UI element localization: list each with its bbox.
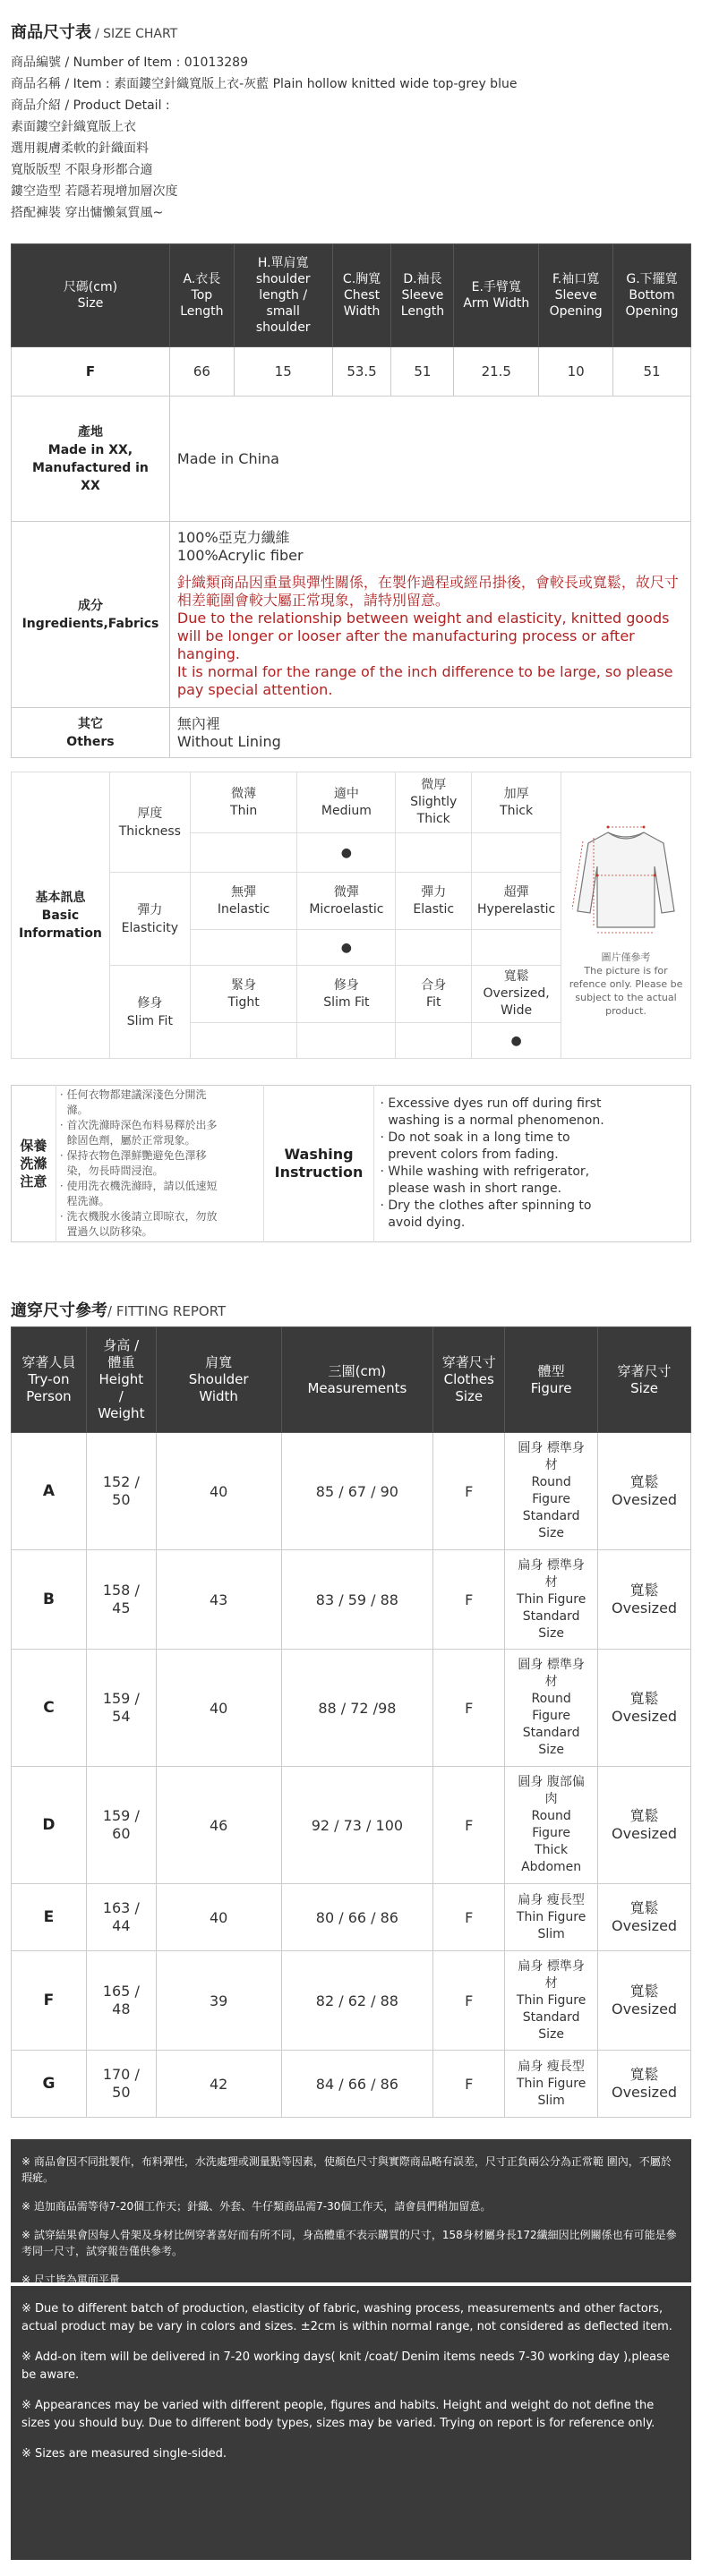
washing-label: 保養 洗滌 注意 bbox=[12, 1086, 56, 1242]
page-title: 商品尺寸表 / SIZE CHART bbox=[11, 23, 178, 42]
ingredients-row bbox=[12, 522, 691, 708]
size-cell: 15 bbox=[234, 347, 332, 397]
figure-cell: 扁身 標準身 材 Thin Figure Standard Size bbox=[505, 1951, 598, 2051]
figure-cell: 扁身 標準身 材 Thin Figure Standard Size bbox=[505, 1550, 598, 1650]
elasticity-option: 無彈 Inelastic bbox=[190, 873, 297, 930]
knit-disclaimer: 針織類商品因重量與彈性關係，在製作過程或經吊掛後，會較長或寬鬆，故尺寸相差範圍會較大屬正常現象，請特別留意。 Due to the relationship between weight and elasticity, knitted goods will be longer or looser after the manufacturing process or after hanging. It is normal for the range of the inch difference to be large, so please pay special attention. bbox=[176, 574, 679, 698]
detail-title: 商品介紹 / Product Detail : bbox=[11, 98, 170, 113]
col-header-arm-width: E.手臂寬 Arm Width bbox=[454, 244, 539, 347]
measurements-cell: 88 / 72 /98 bbox=[281, 1650, 433, 1767]
fit-option: 合身 Fit bbox=[396, 966, 472, 1023]
others-row bbox=[12, 708, 691, 758]
person-cell: D bbox=[12, 1767, 87, 1884]
fit-size-cell: 寬鬆 Ovesized bbox=[598, 1650, 691, 1767]
person-cell: C bbox=[12, 1650, 87, 1767]
thickness-option: 微薄 Thin bbox=[190, 772, 297, 833]
col-header-person: 穿著人員 Try-on Person bbox=[12, 1327, 87, 1433]
col-header-measurements: 三圍(cm) Measurements bbox=[281, 1327, 433, 1433]
height-weight-cell: 159 / 60 bbox=[86, 1767, 156, 1884]
size-table-header-row bbox=[12, 244, 691, 347]
shoulder-cell: 46 bbox=[156, 1767, 281, 1884]
table-row bbox=[12, 1951, 691, 2051]
sweater-diagram-icon bbox=[572, 813, 680, 947]
measurements-cell: 84 / 66 / 86 bbox=[281, 2051, 433, 2118]
size-cell: F bbox=[12, 347, 170, 397]
washing-tips-en: · Excessive dyes run off during first washing is a normal phenomenon. · Do not soak in a long time to prevent colors from fading. · While washing with refrigerator, please wash in short range. · Dry the clothes after spinning to avoid dying. bbox=[380, 1096, 604, 1230]
fit-size-cell: 寬鬆 Ovesized bbox=[598, 1951, 691, 2051]
col-header-shoulder-width: 肩寬 Shoulder Width bbox=[156, 1327, 281, 1433]
detail-line: 素面鏤空針織寬版上衣 bbox=[11, 120, 136, 134]
size-table bbox=[11, 243, 691, 758]
fit-size-cell: 寬鬆 Ovesized bbox=[598, 1433, 691, 1550]
mark-cell bbox=[190, 833, 297, 873]
clothes-size-cell: F bbox=[433, 2051, 505, 2118]
slim-fit-label: 修身 Slim Fit bbox=[109, 966, 190, 1059]
picture-note: 圖片僅參考 The picture is for refence only. Please be subject to the actual product. bbox=[569, 951, 683, 1017]
mark-cell bbox=[190, 930, 297, 966]
shoulder-cell: 40 bbox=[156, 1884, 281, 1951]
shoulder-cell: 40 bbox=[156, 1650, 281, 1767]
figure-cell: 扁身 瘦長型 Thin Figure Slim bbox=[505, 2051, 598, 2118]
thickness-option: 適中 Medium bbox=[297, 772, 396, 833]
person-cell: E bbox=[12, 1884, 87, 1951]
washing-title: Washing Instruction bbox=[263, 1086, 374, 1242]
origin-value: Made in China bbox=[169, 397, 690, 522]
person-cell: A bbox=[12, 1433, 87, 1550]
note-zh: ※ 商品會因不同批製作，布料彈性，水洗處理或測量點等因素，使顏色尺寸與實際商品略有誤差，尺寸正負兩公分為正常範 圍內，不屬於瑕疵。 bbox=[21, 2155, 672, 2184]
table-row bbox=[12, 1884, 691, 1951]
shoulder-cell: 42 bbox=[156, 2051, 281, 2118]
col-header-figure: 體型 Figure bbox=[505, 1327, 598, 1433]
fit-size-cell: 寬鬆 Ovesized bbox=[598, 1550, 691, 1650]
fit-option: 修身 Slim Fit bbox=[297, 966, 396, 1023]
origin-row bbox=[12, 397, 691, 522]
measurements-cell: 85 / 67 / 90 bbox=[281, 1433, 433, 1550]
origin-label: 產地 Made in XX, Manufactured in XX bbox=[12, 397, 170, 522]
shoulder-cell: 39 bbox=[156, 1951, 281, 2051]
size-cell: 51 bbox=[391, 347, 454, 397]
figure-cell: 圓身 腹部偏 肉 Round Figure Thick Abdomen bbox=[505, 1767, 598, 1884]
mark-cell bbox=[190, 1023, 297, 1059]
table-row bbox=[12, 1550, 691, 1650]
person-cell: G bbox=[12, 2051, 87, 2118]
col-header-top-length: A.衣長 Top Length bbox=[169, 244, 234, 347]
notes-en bbox=[11, 2286, 691, 2560]
note-zh: ※ 試穿結果會因每人骨架及身材比例穿著喜好而有所不同，身高體重不表示購買的尺寸，158身材屬身長172纖細因比例關係也有可能是參考同一尺寸，試穿報告僅供參考。 bbox=[21, 2229, 677, 2257]
figure-cell: 圓身 標準身 材 Round Figure Standard Size bbox=[505, 1650, 598, 1767]
height-weight-cell: 152 / 50 bbox=[86, 1433, 156, 1550]
selected-dot-icon: ● bbox=[297, 833, 396, 873]
elasticity-label: 彈力 Elasticity bbox=[109, 873, 190, 966]
height-weight-cell: 158 / 45 bbox=[86, 1550, 156, 1650]
note-en: ※ Sizes are measured single-sided. bbox=[21, 2447, 227, 2461]
note-zh: ※ 尺寸皆為單面平量 bbox=[21, 2273, 120, 2286]
col-header-sleeve-length: D.袖長 Sleeve Length bbox=[391, 244, 454, 347]
clothes-size-cell: F bbox=[433, 1650, 505, 1767]
col-header-clothes-size: 穿著尺寸 Clothes Size bbox=[433, 1327, 505, 1433]
size-chart-header bbox=[11, 20, 691, 43]
fitting-report-title: 適穿尺寸參考/ FITTING REPORT bbox=[11, 1301, 227, 1320]
note-en: ※ Due to different batch of production, elasticity of fabric, washing process, measurements and other factors, actual product may be vary in colors and sizes. ±2cm is within normal range, not considered as deflected item. bbox=[21, 2302, 672, 2333]
size-cell: 10 bbox=[539, 347, 613, 397]
detail-line: 鏤空造型 若隱若現增加層次度 bbox=[11, 184, 178, 199]
height-weight-cell: 163 / 44 bbox=[86, 1884, 156, 1951]
thickness-label: 厚度 Thickness bbox=[109, 772, 190, 873]
thickness-options bbox=[12, 772, 691, 833]
fit-option: 緊身 Tight bbox=[190, 966, 297, 1023]
ingredients-cell bbox=[169, 522, 690, 708]
detail-line: 選用親膚柔軟的針織面料 bbox=[11, 141, 149, 156]
size-row-f bbox=[12, 347, 691, 397]
item-number: 商品編號 / Number of Item : 01013289 bbox=[11, 55, 248, 70]
washing-table bbox=[11, 1085, 691, 1242]
fit-size-cell: 寬鬆 Ovesized bbox=[598, 2051, 691, 2118]
basic-info-label: 基本訊息 Basic Information bbox=[12, 772, 110, 1059]
height-weight-cell: 159 / 54 bbox=[86, 1650, 156, 1767]
elasticity-option: 微彈 Microelastic bbox=[297, 873, 396, 930]
measurements-cell: 82 / 62 / 88 bbox=[281, 1951, 433, 2051]
col-header-bottom-opening: G.下擺寬 Bottom Opening bbox=[613, 244, 691, 347]
item-name: 商品名稱 / Item : 素面鏤空針織寬版上衣-灰藍 Plain hollow knitted wide top-grey blue bbox=[11, 77, 518, 91]
height-weight-cell: 170 / 50 bbox=[86, 2051, 156, 2118]
size-cell: 66 bbox=[169, 347, 234, 397]
mark-cell bbox=[396, 1023, 472, 1059]
ingredients-label: 成分 Ingredients,Fabrics bbox=[12, 522, 170, 708]
selected-dot-icon: ● bbox=[472, 1023, 561, 1059]
col-header-chest: C.胸寬 Chest Width bbox=[332, 244, 391, 347]
clothes-size-cell: F bbox=[433, 1884, 505, 1951]
height-weight-cell: 165 / 48 bbox=[86, 1951, 156, 2051]
fit-size-cell: 寬鬆 Ovesized bbox=[598, 1884, 691, 1951]
thickness-option: 微厚 Slightly Thick bbox=[396, 772, 472, 833]
col-header-sleeve-opening: F.袖口寬 Sleeve Opening bbox=[539, 244, 613, 347]
table-row bbox=[12, 1433, 691, 1550]
product-info bbox=[11, 52, 691, 224]
size-cell: 51 bbox=[613, 347, 691, 397]
measurements-cell: 80 / 66 / 86 bbox=[281, 1884, 433, 1951]
mark-cell bbox=[297, 1023, 396, 1059]
measurements-cell: 83 / 59 / 88 bbox=[281, 1550, 433, 1650]
fitting-header-row bbox=[12, 1327, 691, 1433]
fit-size-cell: 寬鬆 Ovesized bbox=[598, 1767, 691, 1884]
garment-diagram bbox=[561, 772, 691, 1059]
table-row bbox=[12, 1767, 691, 1884]
table-row bbox=[12, 1650, 691, 1767]
size-cell: 53.5 bbox=[332, 347, 391, 397]
mark-cell bbox=[472, 930, 561, 966]
note-en: ※ Appearances may be varied with different people, figures and habits. Height and weight do not define the sizes you should buy. Due to different body types, sizes may be varied. Trying on report is for reference only. bbox=[21, 2399, 655, 2430]
elasticity-option: 彈力 Elastic bbox=[396, 873, 472, 930]
mark-cell bbox=[472, 833, 561, 873]
fitting-table bbox=[11, 1326, 691, 2118]
mark-cell bbox=[396, 833, 472, 873]
elasticity-option: 超彈 Hyperelastic bbox=[472, 873, 561, 930]
washing-tips-zh: · 任何衣物都建議深淺色分開洗 滌。 · 首次洗滌時深色布料易釋於出多 餘固色劑，屬於正常現象。 · 保持衣物色澤鮮艷避免色澤移 染，勿長時間浸泡。 · 使用洗衣機洗滌時，請以低速短 程洗滌。 · 洗衣機脫水後請立即晾衣，勿放 置過久以防移染。 bbox=[56, 1086, 263, 1242]
size-cell: 21.5 bbox=[454, 347, 539, 397]
col-header-fit-size: 穿著尺寸 Size bbox=[598, 1327, 691, 1433]
fit-option: 寬鬆 Oversized, Wide bbox=[472, 966, 561, 1023]
thickness-option: 加厚 Thick bbox=[472, 772, 561, 833]
shoulder-cell: 40 bbox=[156, 1433, 281, 1550]
note-zh: ※ 追加商品需等待7-20個工作天；針織、外套、牛仔類商品需7-30個工作天，請會員們稍加留意。 bbox=[21, 2200, 492, 2213]
measurements-cell: 92 / 73 / 100 bbox=[281, 1767, 433, 1884]
others-value: 無內裡 Without Lining bbox=[169, 708, 690, 758]
col-header-height-weight: 身高 / 體重 Height / Weight bbox=[86, 1327, 156, 1433]
clothes-size-cell: F bbox=[433, 1550, 505, 1650]
mark-cell bbox=[396, 930, 472, 966]
selected-dot-icon: ● bbox=[297, 930, 396, 966]
notes-zh bbox=[11, 2139, 691, 2286]
ingredients-value: 100%亞克力纖維 100%Acrylic fiber bbox=[176, 529, 304, 564]
person-cell: B bbox=[12, 1550, 87, 1650]
note-en: ※ Add-on item will be delivered in 7-20 working days( knit /coat/ Denim items needs 7-30 working day ),please be aware. bbox=[21, 2350, 670, 2382]
col-header-size: 尺碼(cm) Size bbox=[12, 244, 170, 347]
clothes-size-cell: F bbox=[433, 1951, 505, 2051]
others-label: 其它 Others bbox=[12, 708, 170, 758]
figure-cell: 圓身 標準身 材 Round Figure Standard Size bbox=[505, 1433, 598, 1550]
basic-info-table bbox=[11, 772, 691, 1059]
detail-line: 寬版版型 不限身形都合適 bbox=[11, 163, 153, 177]
clothes-size-cell: F bbox=[433, 1433, 505, 1550]
clothes-size-cell: F bbox=[433, 1767, 505, 1884]
table-row bbox=[12, 2051, 691, 2118]
person-cell: F bbox=[12, 1951, 87, 2051]
detail-line: 搭配褲裝 穿出慵懶氣質風~ bbox=[11, 206, 164, 220]
figure-cell: 扁身 瘦長型 Thin Figure Slim bbox=[505, 1884, 598, 1951]
shoulder-cell: 43 bbox=[156, 1550, 281, 1650]
col-header-shoulder: H.單肩寬 shoulder length / small shoulder bbox=[234, 244, 332, 347]
